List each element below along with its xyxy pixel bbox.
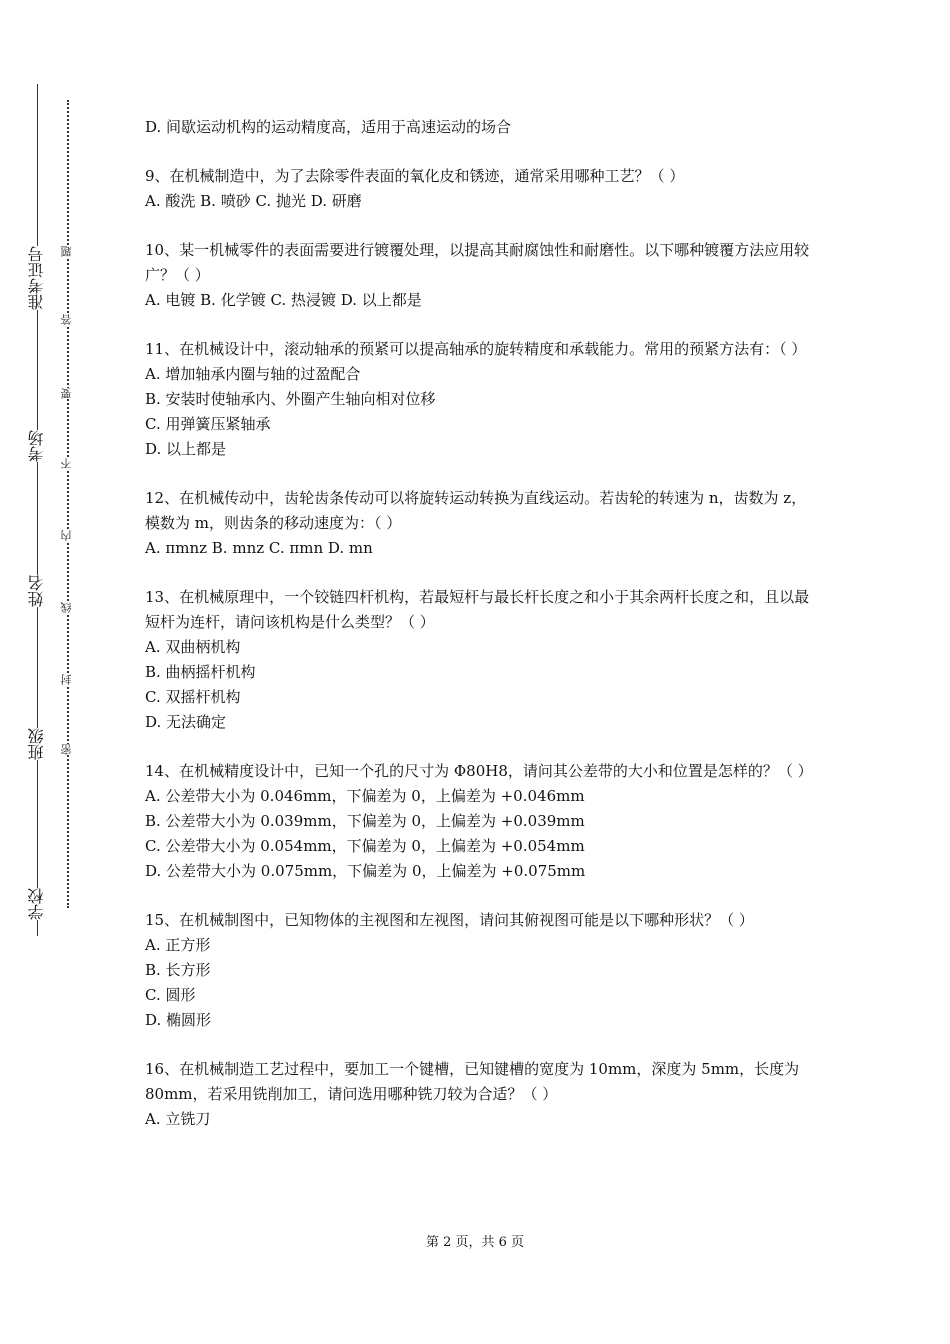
exam-room-label: 考场	[24, 430, 50, 462]
option: D. 间歇运动机构的运动精度高，适用于高速运动的场合	[145, 118, 512, 136]
option: A. 电镀 B. 化学镀 C. 热浸镀 D. 以上都是	[145, 291, 422, 309]
question-stem: 12、在机械传动中，齿轮齿条传动可以将旋转运动转换为直线运动。若齿轮的转速为 n，齿数为 z，模数为 m，则齿条的移动速度为：（ ）	[145, 489, 807, 532]
question-12	[145, 486, 810, 561]
option: C. 双摇杆机构	[145, 688, 241, 706]
school-label: 学校	[24, 888, 50, 920]
seal-char: 线	[60, 602, 73, 613]
class-label: 班级	[24, 728, 50, 760]
seal-char: 密	[60, 744, 73, 755]
question-stem: 11、在机械设计中，滚动轴承的预紧可以提高轴承的旋转精度和承载能力。常用的预紧方法有：（ ）	[145, 340, 807, 358]
question-stem: 10、某一机械零件的表面需要进行镀覆处理，以提高其耐腐蚀性和耐磨性。以下哪种镀覆方法应用较广？（ ）	[145, 241, 810, 284]
seal-char: 不	[60, 458, 73, 469]
option: B. 公差带大小为 0.039mm，下偏差为 0，上偏差为 +0.039mm	[145, 812, 585, 830]
seal-char: 内	[60, 530, 73, 541]
question-stem: 15、在机械制图中，已知物体的主视图和左视图，请问其俯视图可能是以下哪种形状？（ ）	[145, 911, 754, 929]
option: A. 正方形	[145, 936, 211, 954]
option: A. 立铣刀	[145, 1110, 211, 1128]
option: A. 双曲柄机构	[145, 638, 241, 656]
option: C. 公差带大小为 0.054mm，下偏差为 0，上偏差为 +0.054mm	[145, 837, 585, 855]
seal-char: 答	[60, 314, 73, 325]
option: D. 公差带大小为 0.075mm，下偏差为 0，上偏差为 +0.075mm	[145, 862, 586, 880]
option: D. 以上都是	[145, 440, 227, 458]
option: A. 酸洗 B. 喷砂 C. 抛光 D. 研磨	[145, 192, 362, 210]
seal-char: 题	[60, 246, 73, 257]
question-14	[145, 759, 813, 884]
binding-margin	[0, 0, 90, 1344]
name-label: 姓名	[24, 575, 50, 607]
question-list	[145, 115, 813, 1156]
question-16	[145, 1057, 810, 1132]
seal-char: 封	[60, 674, 73, 685]
option: D. 椭圆形	[145, 1011, 212, 1029]
question-10	[145, 238, 810, 313]
option: B. 长方形	[145, 961, 211, 979]
seal-char: 要	[60, 388, 73, 399]
question-stem: 14、在机械精度设计中，已知一个孔的尺寸为 Φ80H8，请问其公差带的大小和位置是怎样的？（ ）	[145, 762, 813, 780]
option: C. 圆形	[145, 986, 196, 1004]
binding-solid-line	[37, 84, 38, 936]
question-13	[145, 585, 810, 735]
page-number: 第 2 页，共 6 页	[425, 1235, 525, 1250]
question-11	[145, 337, 810, 462]
option: A. 公差带大小为 0.046mm，下偏差为 0，上偏差为 +0.046mm	[145, 787, 585, 805]
option: A. πmnz B. mnz C. πmn D. mn	[145, 539, 373, 557]
binding-dotted-line	[67, 100, 69, 908]
option: D. 无法确定	[145, 713, 227, 731]
option: B. 安装时使轴承内、外圈产生轴向相对位移	[145, 390, 436, 408]
question-stem: 16、在机械制造工艺过程中，要加工一个键槽，已知键槽的宽度为 10mm，深度为 5mm，长度为 80mm，若采用铣削加工，请问选用哪种铣刀较为合适？（ ）	[145, 1060, 800, 1103]
ticket-number-label: 准考证号	[24, 246, 50, 310]
option: C. 用弹簧压紧轴承	[145, 415, 271, 433]
option: B. 曲柄摇杆机构	[145, 663, 256, 681]
option: A. 增加轴承内圈与轴的过盈配合	[145, 365, 361, 383]
question-stem: 9、在机械制造中，为了去除零件表面的氧化皮和锈迹，通常采用哪种工艺？（ ）	[145, 167, 685, 185]
question-stem: 13、在机械原理中，一个铰链四杆机构，若最短杆与最长杆长度之和小于其余两杆长度之和，且以最短杆为连杆，请问该机构是什么类型？（ ）	[145, 588, 810, 631]
question-9	[145, 164, 810, 214]
question-15	[145, 908, 810, 1033]
question-8-tail	[145, 115, 810, 140]
